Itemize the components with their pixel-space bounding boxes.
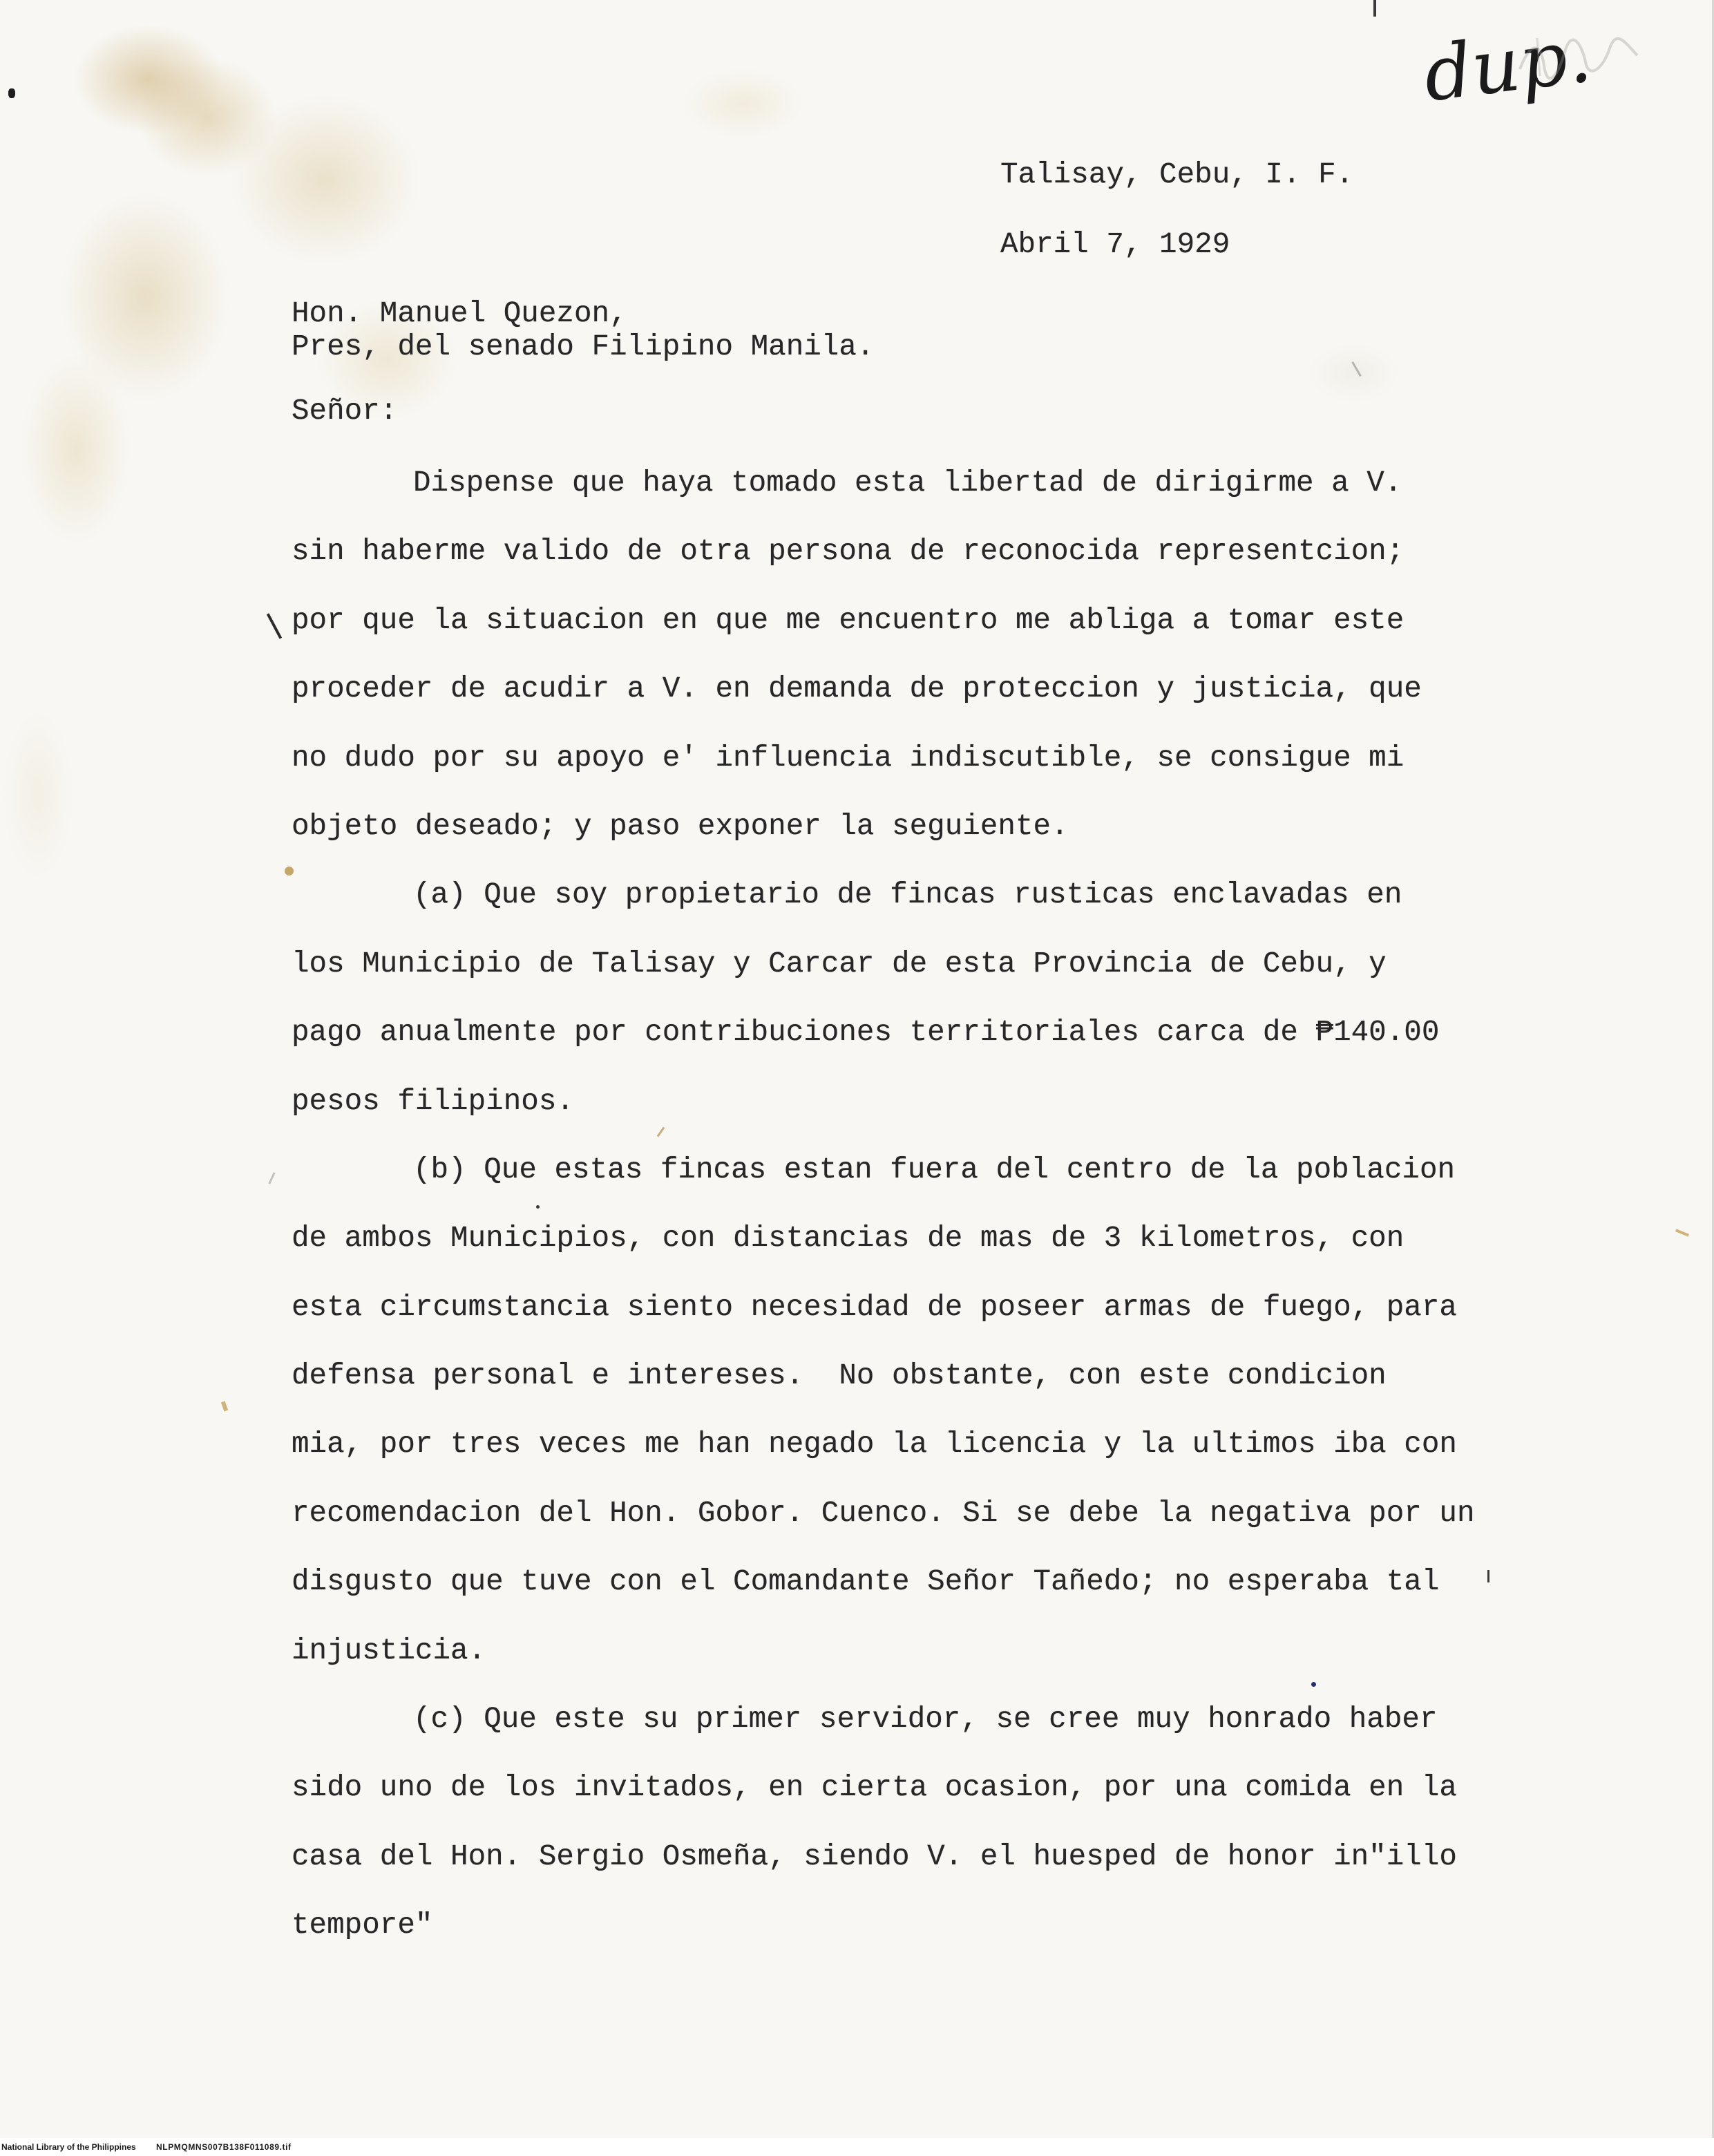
paragraph-a [292, 861, 1604, 1136]
body-line: disgusto que tuve con el Comandante Señor Tañedo; no esperaba tal [292, 1565, 1440, 1599]
paragraph-c [292, 1685, 1604, 1960]
footer-institution: National Library of the Philippines [1, 2142, 136, 2152]
paragraph-intro [292, 449, 1604, 861]
letter-date: Abril 7, 1929 [1000, 228, 1230, 261]
ink-speck [1487, 1570, 1489, 1582]
body-line: recomendacion del Hon. Gobor. Cuenco. Si se debe la negativa por un [292, 1496, 1475, 1530]
body-line: (b) Que estas fincas estan fuera del centro de la poblacion [413, 1153, 1456, 1186]
ink-speck [536, 1205, 540, 1209]
recipient-name: Hon. Manuel Quezon, [292, 297, 627, 330]
salutation: Señor: [292, 395, 398, 428]
body-line: (a) Que soy propietario de fincas rusticas enclavadas en [413, 878, 1402, 912]
margin-tick-mark [267, 613, 282, 639]
body-line: sido uno de los invitados, en cierta ocasion, por una comida en la [292, 1771, 1457, 1805]
stain-spot [285, 867, 294, 876]
ink-speck [1373, 0, 1376, 17]
body-line: (c) Que este su primer servidor, se cree muy honrado haber [413, 1703, 1438, 1737]
body-line: esta circumstancia siento necesidad de poseer armas de fuego, para [292, 1290, 1457, 1324]
body-line: pesos filipinos. [292, 1084, 574, 1118]
body-line: no dudo por su apoyo e' influencia indiscutible, se consigue mi [292, 741, 1404, 775]
stain-spot [1675, 1229, 1689, 1236]
body-line: por que la situacion en que me encuentro me abliga a tomar este [292, 603, 1404, 637]
ink-speck [1311, 1682, 1316, 1687]
body-line: los Municipio de Talisay y Carcar de esta Provincia de Cebu, y [292, 947, 1387, 981]
body-line: de ambos Municipios, con distancias de mas de 3 kilometros, con [292, 1222, 1404, 1256]
body-line: defensa personal e intereses. No obstante, con este condicion [292, 1359, 1387, 1393]
handwritten-annotation: dup. [1419, 12, 1596, 119]
paragraph-b [292, 1136, 1604, 1685]
body-line: mia, por tres veces me han negado la licencia y la ultimos iba con [292, 1428, 1457, 1462]
ink-speck [8, 88, 15, 98]
body-line: objeto deseado; y paso exponer la seguiente. [292, 809, 1069, 843]
body-line: proceder de acudir a V. en demanda de proteccion y justicia, que [292, 672, 1422, 706]
letter-place: Talisay, Cebu, I. F. [1000, 158, 1354, 191]
faint-pencil-mark [1516, 28, 1641, 90]
letter-body [292, 449, 1604, 1960]
body-line: injusticia. [292, 1634, 486, 1667]
body-line: tempore" [292, 1909, 433, 1942]
ink-speck [1351, 361, 1362, 377]
body-line: sin haberme valido de otra persona de reconocida representcion; [292, 535, 1404, 569]
recipient-title: Pres, del senado Filipino Manila. [292, 330, 875, 363]
body-line: Dispense que haya tomado esta libertad de dirigirme a V. [413, 466, 1402, 500]
body-line: pago anualmente por contribuciones territoriales carca de ₱140.00 [292, 1016, 1440, 1050]
body-line: casa del Hon. Sergio Osmeña, siendo V. el huesped de honor in"illo [292, 1840, 1457, 1873]
footer-filename: NLPMQMNS007B138F011089.tif [156, 2142, 292, 2152]
ink-speck [268, 1172, 275, 1184]
scan-footer [0, 2138, 1714, 2156]
stain-spot [221, 1401, 228, 1411]
